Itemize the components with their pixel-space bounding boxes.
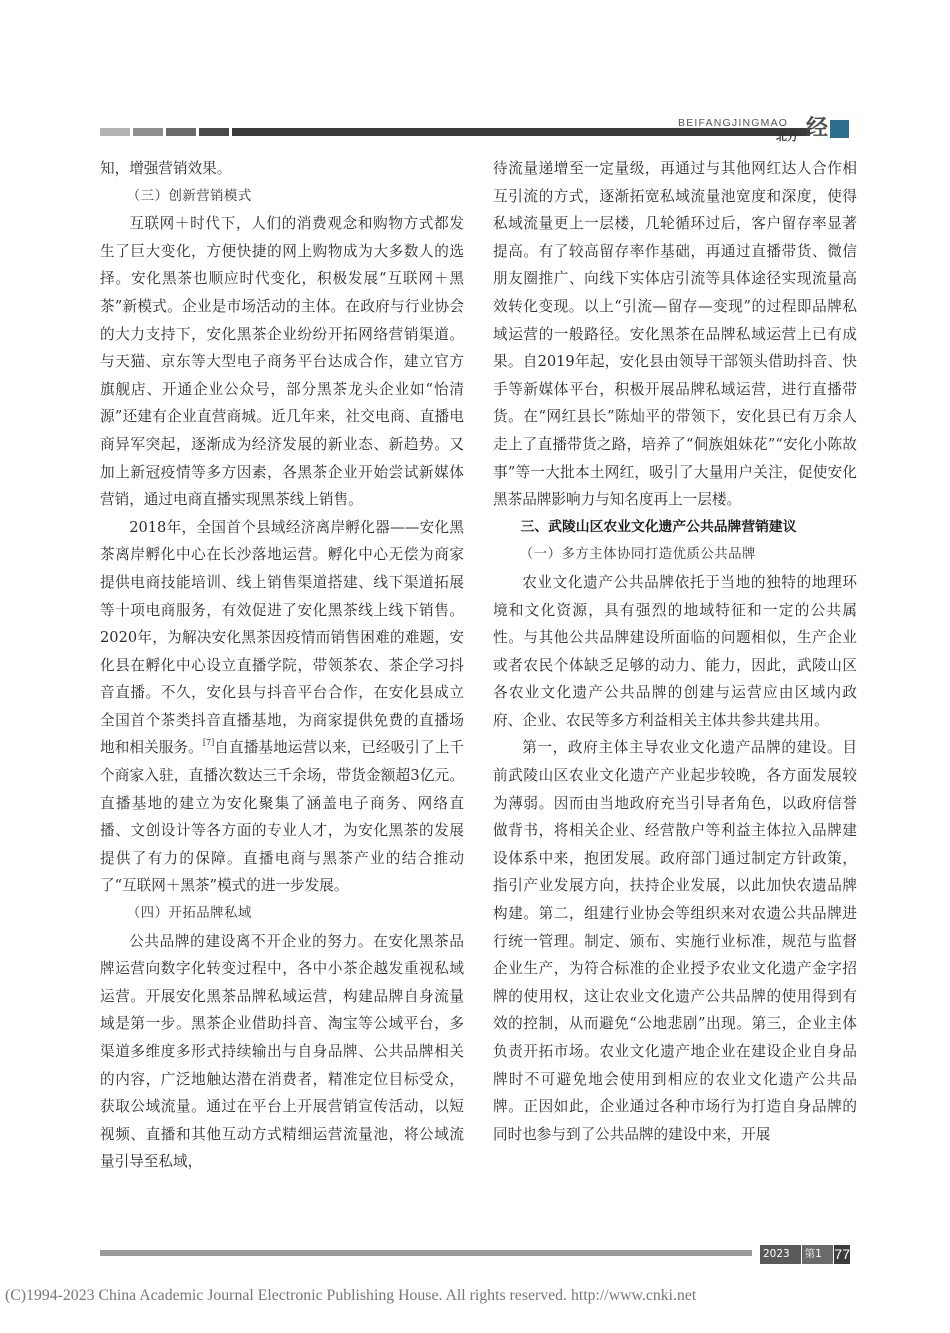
footer-year: 2023年 [760,1245,801,1264]
subsection-heading: （三）创新营销模式 [126,188,252,204]
paragraph: 农业文化遗产公共品牌依托于当地的独特的地理环境和文化资源，具有强烈的地域特征和一定的公共属性。与其他公共品牌建设所面临的问题相似，生产企业或者农民个体缺乏足够的动力、能力，因此，武陵山区各农业文化遗产公共品牌的创建与运营应由区域内政府、企业、农民等多方利益相关主体共参共建共用。 [493,573,857,729]
footer-issue: 第1期 [801,1245,834,1264]
footer-issue-box [760,1245,850,1279]
citation-ref: [7] [202,738,215,748]
journal-pinyin: BEIFANGJINGMAO [678,117,789,129]
journal-name-small: 北方 [776,130,798,143]
header-rule [100,128,810,136]
paragraph-text: 2018年，全国首个县域经济离岸孵化器——安化黑茶离岸孵化中心在长沙落地运营。孵化中心无偿为商家提供电商技能培训、线上销售渠道搭建、线下渠道拓展等十项电商服务，有效促进了安化黑茶线上线下销售。2020年，为解决安化黑茶因疫情而销售困难的难题，安化县在孵化中心设立直播学院，带领茶农、茶企学习抖音直播。不久，安化县与抖音平台合作，在安化县成立全国首个茶类抖音直播基地，为商家提供免费的直播场地和相关服务。 [100,518,464,757]
copyright-notice: (C)1994-2023 China Academic Journal Electronic Publishing House. All rights reserved. http://www.cnki.net [5,1287,697,1304]
right-column [493,155,857,1148]
subsection-heading: （一）多方主体协同打造优质公共品牌 [519,547,756,563]
section-heading: 三、武陵山区农业文化遗产公共品牌营销建议 [520,518,797,535]
paragraph-text: 自直播基地运营以来，已经吸引了上千个商家入驻，直播次数达三千余场，带货金额超3亿元。直播基地的建立为安化聚集了涵盖电子商务、网络直播、文创设计等各方面的专业人才，为安化黑茶的发展提供了有力的保障。直播电商与黑茶产业的结合推动了“互联网＋黑茶”模式的进一步发展。 [100,739,464,895]
paragraph [100,514,464,900]
page-number: 77 [834,1246,850,1262]
paragraph: 待流量递增至一定量级，再通过与其他网红达人合作相互引流的方式，逐渐拓宽私域流量池宽度和深度，使得私域流量更上一层楼，几轮循环过后，客户留存率显著提高。有了较高留存率作基础，再通过直播带货、微信朋友圈推广、向线下实体店引流等具体途径实现流量高效转化变现。以上“引流—留存—变现”的过程即品牌私域运营的一般路径。安化黑茶在品牌私域运营上已有成果。自2019年起，安化县由领导干部领头借助抖音、快手等新媒体平台，积极开展品牌私域运营，进行直播带货。在“网红县长”陈灿平的带领下，安化县已有万余人走上了直播带货之路，培养了“侗族姐妹花”“安化小陈故事”等一大批本土网红，吸引了大量用户关注，促使安化黑茶品牌影响力与知名度再上一层楼。 [493,160,857,509]
subsection-heading: （四）开拓品牌私域 [126,906,252,922]
paragraph: 公共品牌的建设离不开企业的努力。在安化黑茶品牌运营向数字化转变过程中，各中小茶企越发重视私域运营。开展安化黑茶品牌私域运营，构建品牌自身流量域是第一步。黑茶企业借助抖音、淘宝等公域平台，多渠道多维度多形式持续输出与自身品牌、公共品牌相关的内容，广泛地触达潜在消费者，精准定位目标受众，获取公域流量。通过在平台上开展营销宣传活动，以短视频、直播和其他互动方式精细运营流量池，将公域流量引导至私域， [100,932,464,1171]
journal-logo-square [830,120,849,138]
journal-name-big: 经 [806,116,829,141]
footer-rule [100,1250,752,1256]
left-column [100,155,464,1176]
paragraph: 第一，政府主体主导农业文化遗产品牌的建设。目前武陵山区农业文化遗产产业起步较晚，各方面发展较为薄弱。因而由当地政府充当引导者角色，以政府信誉做背书，将相关企业、经营散户等利益主体拉入品牌建设体系中来，抱团发展。政府部门通过制定方针政策，指引产业发展方向，扶持企业发展，以此加快农遗品牌构建。第二，组建行业协会等组织来对农遗公共品牌进行统一管理。制定、颁布、实施行业标准，规范与监督企业生产，为符合标准的企业授予农业文化遗产金字招牌的使用权，这让农业文化遗产公共品牌的使用得到有效的控制，从而避免“公地悲剧”出现。第三，企业主体负责开拓市场。农业文化遗产地企业在建设企业自身品牌时不可避免地会使用到相应的农业文化遗产公共品牌。正因如此，企业通过各种市场行为打造自身品牌的同时也参与到了公共品牌的建设中来，开展 [493,739,857,1143]
paragraph: 知，增强营销效果。 [100,160,232,177]
paragraph: 互联网＋时代下，人们的消费观念和购物方式都发生了巨大变化，方便快捷的网上购物成为大多数人的选择。安化黑茶也顺应时代变化，积极发展“互联网＋黑茶”新模式。企业是市场活动的主体。在政府与行业协会的大力支持下，安化黑茶企业纷纷开拓网络营销渠道。与天猫、京东等大型电子商务平台达成合作，建立官方旗舰店、开通企业公众号，部分黑茶龙头企业如“怡清源”还建有企业直营商城。近几年来，社交电商、直播电商异军突起，逐渐成为经济发展的新业态、新趋势。又加上新冠疫情等多方因素，各黑茶企业开始尝试新媒体营销，通过电商直播实现黑茶线上销售。 [100,215,464,509]
